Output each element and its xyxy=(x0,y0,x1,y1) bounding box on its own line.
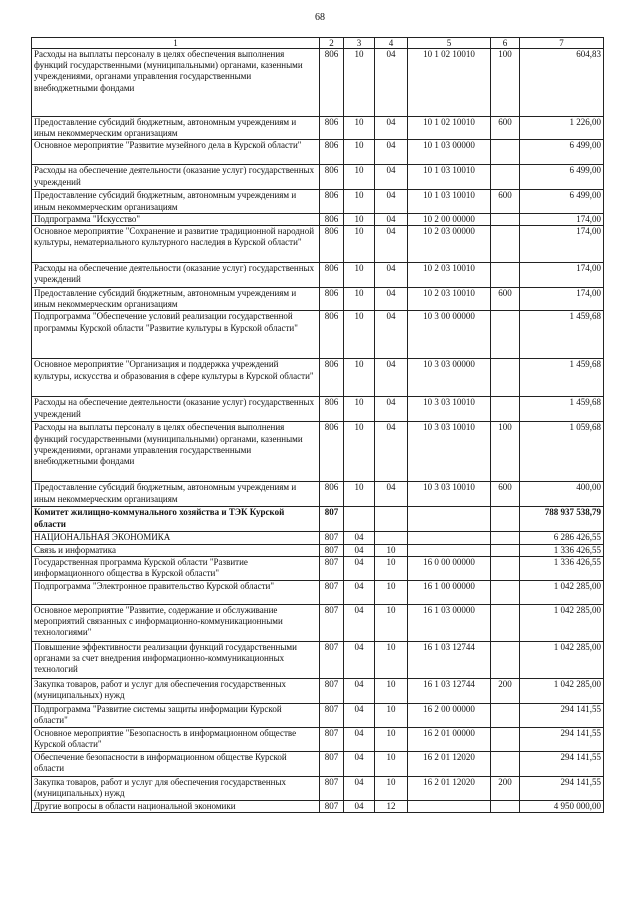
row-description: Предоставление субсидий бюджетным, автономным учреждениям и иным некоммерческим организациям xyxy=(32,288,320,311)
subsection-code: 10 xyxy=(375,751,408,776)
amount-value: 604,83 xyxy=(520,49,604,117)
ministry-code: 806 xyxy=(320,311,344,359)
row-description: Основное мероприятие "Развитие, содержание и обслуживание мероприятий связанных с информационно-коммуникационными технологиями" xyxy=(32,604,320,641)
expense-type-code: 200 xyxy=(491,776,520,800)
target-article-code: 10 1 03 00000 xyxy=(408,140,491,165)
amount-value: 1 459,68 xyxy=(520,397,604,422)
ministry-code: 806 xyxy=(320,190,344,213)
table-row xyxy=(32,532,604,544)
subsection-code: 04 xyxy=(375,140,408,165)
row-description: Подпрограмма "Искусство" xyxy=(32,213,320,225)
target-article-code xyxy=(408,507,491,532)
section-code: 10 xyxy=(344,288,375,311)
row-description: Связь и информатика xyxy=(32,544,320,556)
expense-type-code xyxy=(491,359,520,397)
subsection-code: 10 xyxy=(375,604,408,641)
section-code: 10 xyxy=(344,263,375,288)
ministry-code: 806 xyxy=(320,117,344,140)
table-row xyxy=(32,422,604,482)
row-description: Подпрограмма "Обеспечение условий реализации государственной программы Курской области "Развитие культуры в Курской области" xyxy=(32,311,320,359)
table-row xyxy=(32,751,604,776)
ministry-code: 806 xyxy=(320,213,344,225)
section-code: 10 xyxy=(344,482,375,507)
section-code: 04 xyxy=(344,556,375,580)
budget-table xyxy=(31,37,604,813)
target-article-code xyxy=(408,800,491,812)
target-article-code: 10 1 02 10010 xyxy=(408,117,491,140)
ministry-code: 807 xyxy=(320,678,344,703)
expense-type-code xyxy=(491,604,520,641)
row-description: Основное мероприятие "Безопасность в информационном обществе Курской области" xyxy=(32,727,320,751)
target-article-code: 10 1 03 10010 xyxy=(408,165,491,190)
table-row xyxy=(32,311,604,359)
ministry-code: 807 xyxy=(320,556,344,580)
amount-value: 1 226,00 xyxy=(520,117,604,140)
expense-type-code xyxy=(491,532,520,544)
amount-value: 294 141,55 xyxy=(520,751,604,776)
amount-value: 1 336 426,55 xyxy=(520,556,604,580)
subsection-code: 10 xyxy=(375,544,408,556)
section-code: 10 xyxy=(344,422,375,482)
header-cell: 5 xyxy=(408,38,491,49)
table-row xyxy=(32,190,604,213)
section-code: 04 xyxy=(344,703,375,727)
table-row xyxy=(32,507,604,532)
expense-type-code: 600 xyxy=(491,190,520,213)
expense-type-code xyxy=(491,580,520,604)
table-row xyxy=(32,544,604,556)
expense-type-code xyxy=(491,507,520,532)
expense-type-code: 100 xyxy=(491,422,520,482)
ministry-code: 806 xyxy=(320,359,344,397)
expense-type-code: 600 xyxy=(491,117,520,140)
target-article-code: 16 2 01 12020 xyxy=(408,776,491,800)
amount-value: 6 499,00 xyxy=(520,165,604,190)
amount-value: 1 459,68 xyxy=(520,311,604,359)
ministry-code: 806 xyxy=(320,397,344,422)
row-description: Расходы на обеспечение деятельности (оказание услуг) государственных учреждений xyxy=(32,165,320,190)
ministry-code: 806 xyxy=(320,226,344,263)
amount-value: 294 141,55 xyxy=(520,776,604,800)
section-code: 10 xyxy=(344,117,375,140)
subsection-code: 04 xyxy=(375,359,408,397)
row-description: Основное мероприятие "Развитие музейного дела в Курской области" xyxy=(32,140,320,165)
row-description: Подпрограмма "Электронное правительство Курской области" xyxy=(32,580,320,604)
section-code: 10 xyxy=(344,311,375,359)
target-article-code: 10 3 03 10010 xyxy=(408,482,491,507)
subsection-code: 04 xyxy=(375,213,408,225)
section-code: 10 xyxy=(344,397,375,422)
subsection-code: 04 xyxy=(375,288,408,311)
target-article-code: 16 0 00 00000 xyxy=(408,556,491,580)
target-article-code: 16 1 03 12744 xyxy=(408,678,491,703)
ministry-code: 807 xyxy=(320,703,344,727)
row-description: Обеспечение безопасности в информационном обществе Курской области xyxy=(32,751,320,776)
ministry-code: 807 xyxy=(320,776,344,800)
amount-value: 788 937 538,79 xyxy=(520,507,604,532)
header-row xyxy=(32,38,604,49)
target-article-code: 10 2 00 00000 xyxy=(408,213,491,225)
expense-type-code xyxy=(491,800,520,812)
expense-type-code xyxy=(491,727,520,751)
ministry-code: 807 xyxy=(320,727,344,751)
section-code: 10 xyxy=(344,165,375,190)
ministry-code: 807 xyxy=(320,544,344,556)
table-row xyxy=(32,482,604,507)
section-code xyxy=(344,507,375,532)
target-article-code: 10 3 03 00000 xyxy=(408,359,491,397)
amount-value: 174,00 xyxy=(520,226,604,263)
row-description: Основное мероприятие "Сохранение и развитие традиционной народной культуры, нематериального культурного наследия в Курской области" xyxy=(32,226,320,263)
table-row xyxy=(32,397,604,422)
subsection-code: 12 xyxy=(375,800,408,812)
table-row xyxy=(32,213,604,225)
row-description: Другие вопросы в области национальной экономики xyxy=(32,800,320,812)
table-row xyxy=(32,604,604,641)
table-row xyxy=(32,288,604,311)
table-row xyxy=(32,49,604,117)
expense-type-code: 200 xyxy=(491,678,520,703)
ministry-code: 806 xyxy=(320,140,344,165)
table-row xyxy=(32,703,604,727)
ministry-code: 806 xyxy=(320,49,344,117)
expense-type-code xyxy=(491,641,520,678)
row-description: Закупка товаров, работ и услуг для обеспечения государственных (муниципальных) нужд xyxy=(32,776,320,800)
expense-type-code xyxy=(491,226,520,263)
table-row xyxy=(32,263,604,288)
ministry-code: 806 xyxy=(320,422,344,482)
target-article-code: 10 2 03 10010 xyxy=(408,263,491,288)
section-code: 04 xyxy=(344,544,375,556)
target-article-code: 16 1 03 12744 xyxy=(408,641,491,678)
section-code: 04 xyxy=(344,727,375,751)
target-article-code: 10 3 03 10010 xyxy=(408,422,491,482)
header-cell: 4 xyxy=(375,38,408,49)
subsection-code: 04 xyxy=(375,49,408,117)
table-row xyxy=(32,800,604,812)
subsection-code: 10 xyxy=(375,580,408,604)
page-number: 68 xyxy=(315,12,325,23)
ministry-code: 807 xyxy=(320,641,344,678)
section-code: 04 xyxy=(344,751,375,776)
expense-type-code xyxy=(491,544,520,556)
ministry-code: 806 xyxy=(320,288,344,311)
table-row xyxy=(32,556,604,580)
section-code: 04 xyxy=(344,800,375,812)
target-article-code: 16 1 03 00000 xyxy=(408,604,491,641)
ministry-code: 806 xyxy=(320,482,344,507)
amount-value: 6 499,00 xyxy=(520,140,604,165)
row-description: Расходы на выплаты персоналу в целях обеспечения выполнения функций государственными (муниципальными) органами, казенными учреждениями, органами управления государственными внебюджетными фондами xyxy=(32,49,320,117)
ministry-code: 807 xyxy=(320,751,344,776)
row-description: Расходы на обеспечение деятельности (оказание услуг) государственных учреждений xyxy=(32,397,320,422)
header-cell: 7 xyxy=(520,38,604,49)
expense-type-code xyxy=(491,311,520,359)
subsection-code xyxy=(375,532,408,544)
expense-type-code xyxy=(491,397,520,422)
ministry-code: 807 xyxy=(320,507,344,532)
table-row xyxy=(32,226,604,263)
table-row xyxy=(32,678,604,703)
subsection-code: 04 xyxy=(375,226,408,263)
amount-value: 1 042 285,00 xyxy=(520,580,604,604)
subsection-code: 10 xyxy=(375,776,408,800)
amount-value: 294 141,55 xyxy=(520,703,604,727)
section-code: 04 xyxy=(344,776,375,800)
table-row xyxy=(32,580,604,604)
amount-value: 400,00 xyxy=(520,482,604,507)
target-article-code: 16 2 00 00000 xyxy=(408,703,491,727)
header-cell: 2 xyxy=(320,38,344,49)
target-article-code: 10 3 03 10010 xyxy=(408,397,491,422)
section-code: 04 xyxy=(344,532,375,544)
subsection-code: 04 xyxy=(375,422,408,482)
ministry-code: 806 xyxy=(320,263,344,288)
subsection-code: 10 xyxy=(375,641,408,678)
amount-value: 174,00 xyxy=(520,288,604,311)
subsection-code: 04 xyxy=(375,482,408,507)
table-row xyxy=(32,359,604,397)
subsection-code: 04 xyxy=(375,165,408,190)
amount-value: 1 042 285,00 xyxy=(520,604,604,641)
section-code: 10 xyxy=(344,140,375,165)
subsection-code: 10 xyxy=(375,556,408,580)
subsection-code: 04 xyxy=(375,190,408,213)
table-row xyxy=(32,140,604,165)
row-description: Закупка товаров, работ и услуг для обеспечения государственных (муниципальных) нужд xyxy=(32,678,320,703)
header-cell: 1 xyxy=(32,38,320,49)
row-description: Основное мероприятие "Организация и поддержка учреждений культуры, искусства и образования в сфере культуры в Курской области" xyxy=(32,359,320,397)
subsection-code: 04 xyxy=(375,397,408,422)
section-code: 10 xyxy=(344,213,375,225)
target-article-code xyxy=(408,544,491,556)
amount-value: 1 459,68 xyxy=(520,359,604,397)
row-description: Подпрограмма "Развитие системы защиты информации Курской области" xyxy=(32,703,320,727)
amount-value: 6 499,00 xyxy=(520,190,604,213)
amount-value: 1 042 285,00 xyxy=(520,678,604,703)
expense-type-code xyxy=(491,703,520,727)
row-description: НАЦИОНАЛЬНАЯ ЭКОНОМИКА xyxy=(32,532,320,544)
header-cell: 6 xyxy=(491,38,520,49)
table-row xyxy=(32,117,604,140)
row-description: Расходы на выплаты персоналу в целях обеспечения выполнения функций государственными (муниципальными) органами, казенными учреждениями, органами управления государственными внебюджетными фондами xyxy=(32,422,320,482)
expense-type-code xyxy=(491,165,520,190)
ministry-code: 807 xyxy=(320,604,344,641)
subsection-code: 10 xyxy=(375,727,408,751)
row-description: Государственная программа Курской области "Развитие информационного общества в Курской области" xyxy=(32,556,320,580)
section-code: 04 xyxy=(344,580,375,604)
header-cell: 3 xyxy=(344,38,375,49)
target-article-code: 10 2 03 00000 xyxy=(408,226,491,263)
table-row xyxy=(32,776,604,800)
expense-type-code: 600 xyxy=(491,288,520,311)
subsection-code: 10 xyxy=(375,703,408,727)
subsection-code: 04 xyxy=(375,263,408,288)
expense-type-code xyxy=(491,140,520,165)
section-code: 04 xyxy=(344,678,375,703)
target-article-code: 16 2 01 12020 xyxy=(408,751,491,776)
subsection-code: 04 xyxy=(375,311,408,359)
expense-type-code: 600 xyxy=(491,482,520,507)
amount-value: 174,00 xyxy=(520,213,604,225)
target-article-code: 10 3 00 00000 xyxy=(408,311,491,359)
amount-value: 1 059,68 xyxy=(520,422,604,482)
row-description: Предоставление субсидий бюджетным, автономным учреждениям и иным некоммерческим организациям xyxy=(32,117,320,140)
amount-value: 1 042 285,00 xyxy=(520,641,604,678)
row-description: Комитет жилищно-коммунального хозяйства и ТЭК Курской области xyxy=(32,507,320,532)
row-description: Расходы на обеспечение деятельности (оказание услуг) государственных учреждений xyxy=(32,263,320,288)
ministry-code: 807 xyxy=(320,580,344,604)
ministry-code: 807 xyxy=(320,800,344,812)
row-description: Повышение эффективности реализации функций государственными органами за счет внедрения информационно-коммуникационных технологий xyxy=(32,641,320,678)
ministry-code: 806 xyxy=(320,165,344,190)
target-article-code: 16 2 01 00000 xyxy=(408,727,491,751)
ministry-code: 807 xyxy=(320,532,344,544)
expense-type-code xyxy=(491,263,520,288)
table-row xyxy=(32,165,604,190)
amount-value: 174,00 xyxy=(520,263,604,288)
section-code: 10 xyxy=(344,49,375,117)
expense-type-code xyxy=(491,751,520,776)
target-article-code xyxy=(408,532,491,544)
amount-value: 1 336 426,55 xyxy=(520,544,604,556)
table-row xyxy=(32,641,604,678)
subsection-code xyxy=(375,507,408,532)
target-article-code: 10 2 03 10010 xyxy=(408,288,491,311)
subsection-code: 10 xyxy=(375,678,408,703)
row-description: Предоставление субсидий бюджетным, автономным учреждениям и иным некоммерческим организациям xyxy=(32,190,320,213)
amount-value: 294 141,55 xyxy=(520,727,604,751)
section-code: 04 xyxy=(344,641,375,678)
target-article-code: 10 1 03 10010 xyxy=(408,190,491,213)
target-article-code: 16 1 00 00000 xyxy=(408,580,491,604)
section-code: 10 xyxy=(344,226,375,263)
section-code: 10 xyxy=(344,190,375,213)
expense-type-code: 100 xyxy=(491,49,520,117)
row-description: Предоставление субсидий бюджетным, автономным учреждениям и иным некоммерческим организациям xyxy=(32,482,320,507)
section-code: 04 xyxy=(344,604,375,641)
table-row xyxy=(32,727,604,751)
target-article-code: 10 1 02 10010 xyxy=(408,49,491,117)
expense-type-code xyxy=(491,556,520,580)
amount-value: 6 286 426,55 xyxy=(520,532,604,544)
expense-type-code xyxy=(491,213,520,225)
section-code: 10 xyxy=(344,359,375,397)
amount-value: 4 950 000,00 xyxy=(520,800,604,812)
subsection-code: 04 xyxy=(375,117,408,140)
